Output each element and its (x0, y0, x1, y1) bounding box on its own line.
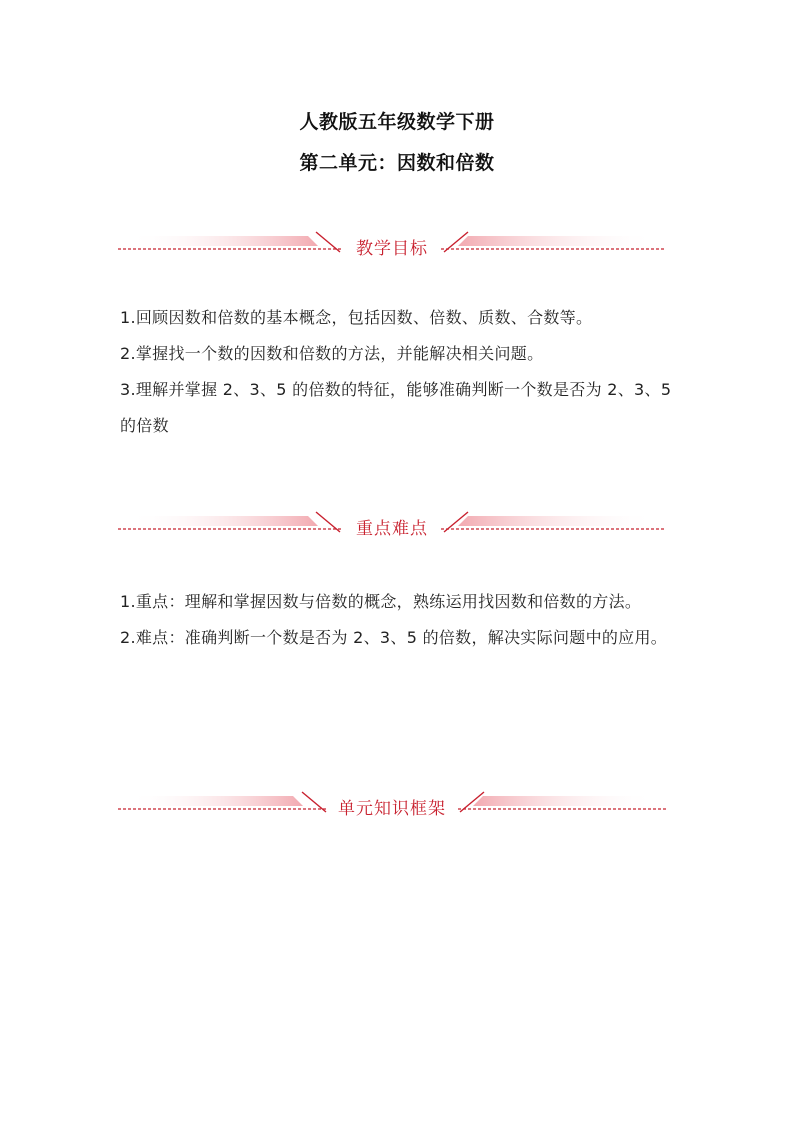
objectives-list (120, 300, 680, 444)
list-item: 3.理解并掌握 2、3、5 的倍数的特征，能够准确判断一个数是否为 2、3、5 的倍数 (120, 380, 672, 435)
list-item: 2.掌握找一个数的因数和倍数的方法，并能解决相关问题。 (120, 344, 544, 363)
section-heading: 教学目标 (356, 239, 428, 259)
section-header-key-points (118, 510, 666, 540)
document-title: 人教版五年级数学下册 (299, 111, 495, 133)
key-points-list (120, 584, 680, 656)
section-header-objectives (118, 230, 666, 260)
section-heading: 单元知识框架 (338, 799, 446, 819)
section-header-framework (118, 790, 666, 820)
list-item: 2.难点：准确判断一个数是否为 2、3、5 的倍数，解决实际问题中的应用。 (120, 628, 668, 647)
list-item: 1.回顾因数和倍数的基本概念，包括因数、倍数、质数、合数等。 (120, 308, 593, 327)
document-subtitle: 第二单元：因数和倍数 (299, 152, 495, 174)
list-item: 1.重点：理解和掌握因数与倍数的概念，熟练运用找因数和倍数的方法。 (120, 592, 642, 611)
section-heading: 重点难点 (356, 519, 428, 539)
